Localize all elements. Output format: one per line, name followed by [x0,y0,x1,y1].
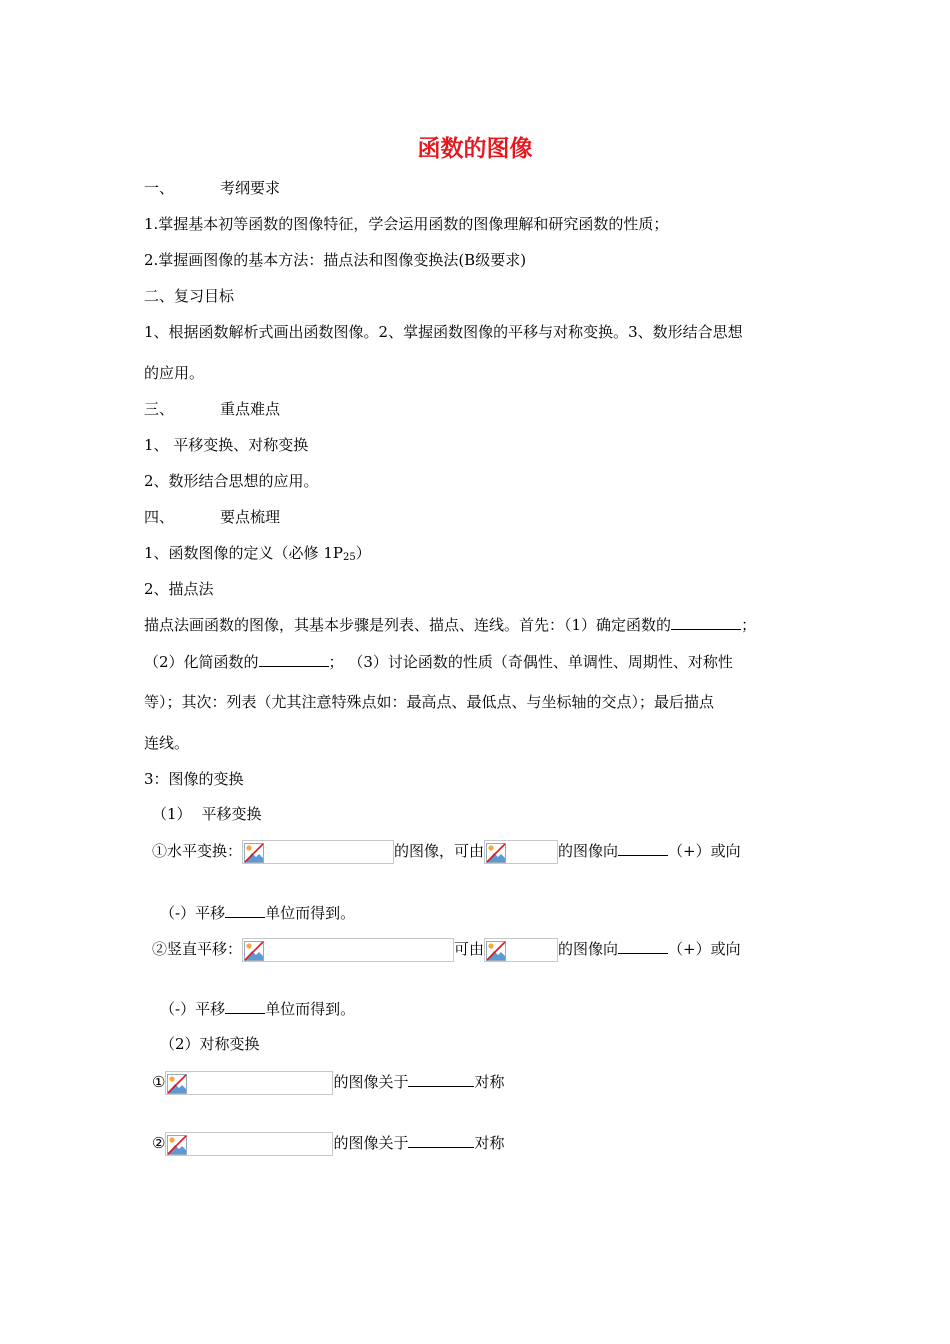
key-point-2: 2、数形结合思想的应用。 [144,472,319,490]
item-text: 对称 [474,1134,505,1152]
paragraph-text: ； [741,616,757,634]
fill-blank[interactable] [408,1132,474,1148]
section-4-heading [144,507,280,527]
item-number: ② [152,1134,166,1152]
symmetry-item-1 [152,1071,504,1095]
transform-heading: 3：图像的变换 [144,770,244,788]
broken-image-icon [486,843,506,863]
formula-image [165,1132,333,1156]
subsection-number: （1） [152,805,192,823]
formula-image [484,840,558,864]
item-text: 的图像向 [558,940,619,958]
definition-text: 1、函数图像的定义（必修 1P [144,544,343,562]
formula-image [484,938,558,962]
item-text: （+）或向 [668,940,741,958]
item-text: 的图像关于 [333,1134,409,1152]
section-title: 考纲要求 [220,179,281,197]
item-text: 对称 [474,1073,505,1091]
paragraph-text: 描点法画函数的图像，其基本步骤是列表、描点、连线。首先：（1）确定函数的 [144,616,672,634]
review-goals-line-1: 1、根据函数解析式画出函数图像。2、掌握函数图像的平移与对称变换。3、数形结合思想 [144,323,743,341]
paragraph-text: ； （3）讨论函数的性质（奇偶性、单调性、周期性、对称性 [328,653,733,671]
item-text: 单位而得到。 [265,1000,356,1018]
item-text: 的图像关于 [333,1073,409,1091]
section-number: 四、 [144,508,175,526]
page-subscript: 25 [342,552,356,563]
formula-image [242,938,454,962]
fill-blank[interactable] [671,614,741,630]
plotting-paragraph-line-3: 等）；其次：列表（尤其注意特殊点如：最高点、最低点、与坐标轴的交点）；最后描点 [144,693,715,711]
section-title: 要点梳理 [220,508,281,526]
symmetry-item-2 [152,1132,504,1156]
formula-image [165,1071,333,1095]
section-title: 重点难点 [220,400,281,418]
requirement-1: 1.掌握基本初等函数的图像特征，学会运用函数的图像理解和研究函数的性质； [144,215,669,233]
symmetry-heading: （2）对称变换 [160,1035,260,1053]
horizontal-shift-continuation [160,902,355,923]
review-goals-line-2: 的应用。 [144,364,205,382]
subsection-title: 平移变换 [201,805,262,823]
paragraph-text: （2）化简函数的 [144,653,259,671]
item-text: （-）平移 [160,1000,226,1018]
item-label: ②竖直平移： [152,940,243,958]
item-label: ①水平变换： [152,842,243,860]
formula-image [242,840,394,864]
plotting-method-heading: 2、描点法 [144,580,214,598]
section-2-heading: 二、复习目标 [144,287,235,305]
fill-blank[interactable] [408,1071,474,1087]
vertical-shift-line [152,938,741,962]
requirement-2: 2.掌握画图像的基本方法：描点法和图像变换法(B级要求) [144,251,527,269]
fill-blank[interactable] [259,651,329,667]
plotting-paragraph-line-2 [144,651,733,672]
section-1-heading [144,178,280,198]
fill-blank[interactable] [618,840,668,856]
section-number: 一、 [144,179,175,197]
vertical-shift-continuation [160,998,355,1019]
item-text: （+）或向 [668,842,741,860]
item-text: 的图像，可由 [394,842,485,860]
broken-image-icon [486,941,506,961]
key-point-1: 1、 平移变换、对称变换 [144,436,309,454]
broken-image-icon [167,1074,187,1094]
broken-image-icon [167,1135,187,1155]
fill-blank[interactable] [225,902,265,918]
item-number: ① [152,1073,166,1091]
item-text: （-）平移 [160,904,226,922]
fill-blank[interactable] [618,938,668,954]
item-text: 单位而得到。 [265,904,356,922]
item-text: 的图像向 [558,842,619,860]
page-title: 函数的图像 [417,136,533,162]
broken-image-icon [244,843,264,863]
item-text: 可由 [454,940,485,958]
plotting-paragraph-line-4: 连线。 [144,734,190,752]
fill-blank[interactable] [225,998,265,1014]
section-3-heading [144,399,280,419]
plotting-paragraph-line-1 [144,614,756,635]
broken-image-icon [244,941,264,961]
function-graph-definition [144,543,371,568]
shift-heading [152,804,262,824]
section-number: 三、 [144,400,175,418]
horizontal-shift-line [152,840,741,864]
definition-close: ） [355,544,371,562]
